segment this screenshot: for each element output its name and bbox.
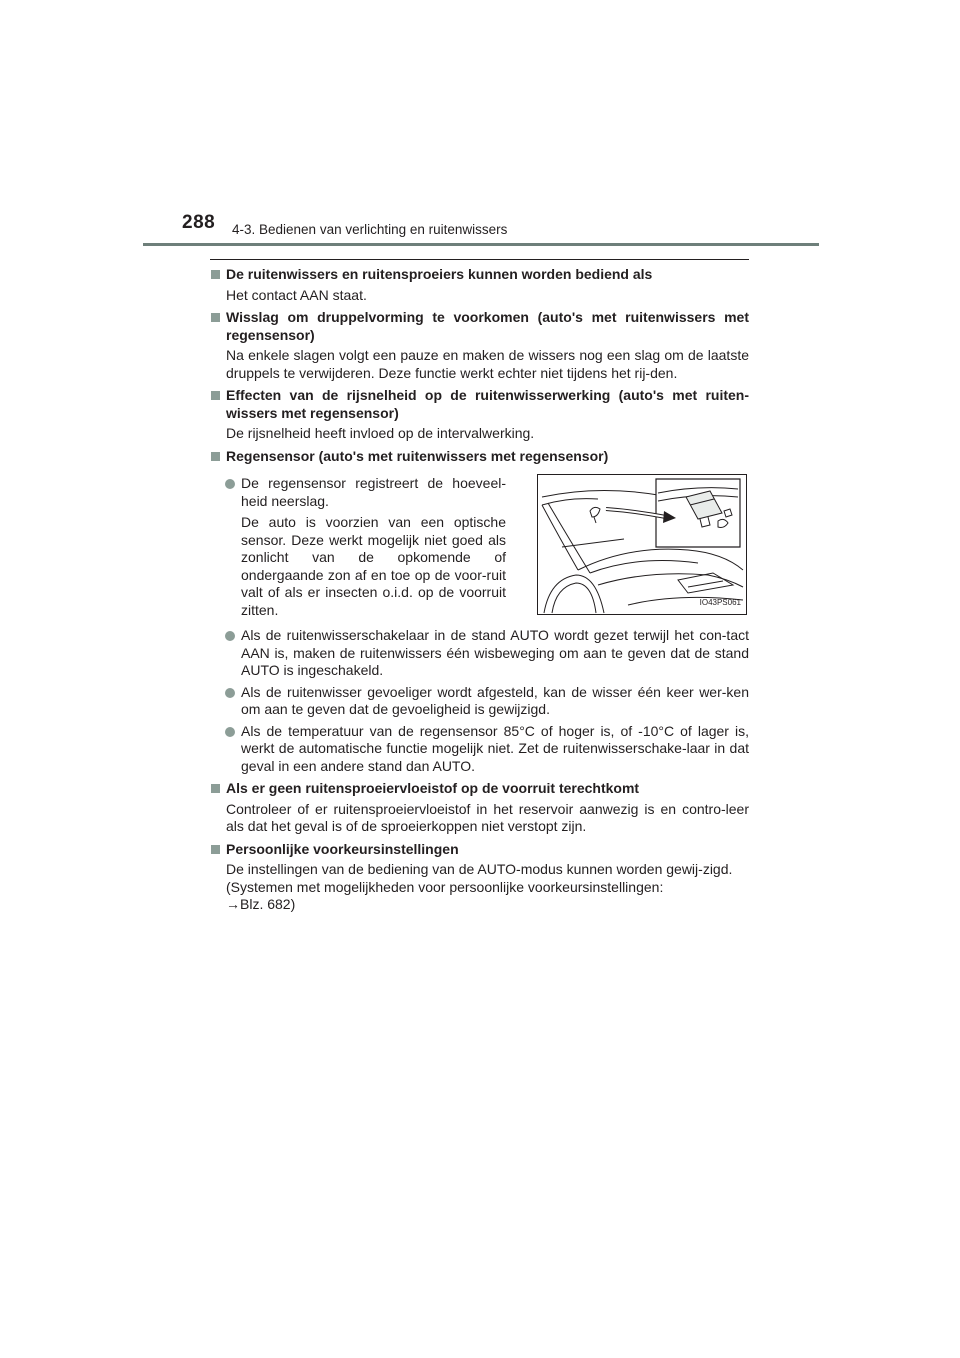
section-body: De rijsnelheid heeft invloed op de intervalwerking.	[226, 425, 535, 441]
square-bullet-icon	[211, 845, 220, 854]
square-bullet-icon	[211, 270, 220, 279]
list-item: Als de ruitenwisser gevoeliger wordt afgesteld, kan de wisser één keer wer-ken om aan te geven dat de gevoeligheid is gewijzigd.	[210, 684, 749, 719]
section-body: De instellingen van de bediening van de AUTO-modus kunnen worden gewij-zigd. (Systemen met mogelijkheden voor persoonlijke voorkeursinstellingen: →Blz. 682)	[210, 861, 749, 914]
section-divider	[210, 259, 749, 260]
round-bullet-icon	[225, 727, 235, 737]
rain-sensor-figure-row	[210, 469, 749, 619]
round-bullet-icon	[225, 631, 235, 641]
section-washer-fluid	[210, 780, 749, 836]
section-body: Na enkele slagen volgt een pauze en maken de wissers nog een slag om de laatste druppels te verwijderen. Deze functie werkt echter niet tijdens het rij-den.	[226, 347, 749, 381]
page-content	[210, 266, 749, 919]
square-bullet-icon	[211, 784, 220, 793]
section-heading: De ruitenwissers en ruitensproeiers kunnen worden bediend als	[210, 266, 749, 284]
list-item: De regensensor registreert de hoeveel-heid neerslag.	[210, 475, 506, 510]
square-bullet-icon	[211, 313, 220, 322]
section-vehicle-speed-effects	[210, 387, 749, 443]
section-heading: Effecten van de rijsnelheid op de ruitenwisserwerking (auto's met ruiten-wissers met regensensor)	[210, 387, 749, 422]
section-drip-prevention	[210, 309, 749, 382]
header-rule	[143, 243, 819, 246]
section-wiper-operation-condition	[210, 266, 749, 304]
page-reference-link[interactable]: →Blz. 682)	[226, 896, 296, 912]
rain-sensor-text	[210, 469, 506, 619]
round-bullet-icon	[225, 688, 235, 698]
chapter-title: 4-3. Bedienen van verlichting en ruitenwissers	[232, 222, 508, 237]
page-number: 288	[182, 212, 216, 233]
list-item: Als de ruitenwisserschakelaar in de stand AUTO wordt gezet terwijl het con-tact AAN is, maken de ruitenwissers één wisbeweging om aan te geven dat de stand AUTO is ingeschakeld.	[210, 627, 749, 680]
section-heading: Als er geen ruitensproeiervloeistof op de voorruit terechtkomt	[210, 780, 749, 798]
square-bullet-icon	[211, 452, 220, 461]
square-bullet-icon	[211, 391, 220, 400]
section-rain-sensor	[210, 448, 749, 776]
list-item: Als de temperatuur van de regensensor 85°C of hoger is, of -10°C of lager is, werkt de automatische functie mogelijk niet. Zet de ruitenwisserschake-laar in dat geval in een andere stand dan AUTO.	[210, 723, 749, 776]
list-item-detail: De auto is voorzien van een optische sensor. Deze werkt mogelijk niet goed als zonlicht van de opkomende of ondergaande zon af en toe op de voor-ruit valt of als er insecten o.i.d. op de voorruit zitten.	[241, 514, 506, 618]
figure-code: IO43PS061	[699, 597, 741, 607]
section-heading: Regensensor (auto's met ruitenwissers met regensensor)	[210, 448, 749, 466]
section-body: Het contact AAN staat.	[226, 286, 367, 303]
round-bullet-icon	[225, 479, 235, 489]
section-heading: Wisslag om druppelvorming te voorkomen (auto's met ruitenwissers met regensensor)	[210, 309, 749, 344]
section-customization	[210, 841, 749, 914]
section-body: Controleer of er ruitensproeiervloeistof in het reservoir aanwezig is en contro-leer als dat het geval is of de sproeierkoppen niet verstopt zijn.	[226, 800, 749, 834]
rain-sensor-illustration	[537, 474, 747, 615]
section-heading: Persoonlijke voorkeursinstellingen	[210, 841, 749, 859]
